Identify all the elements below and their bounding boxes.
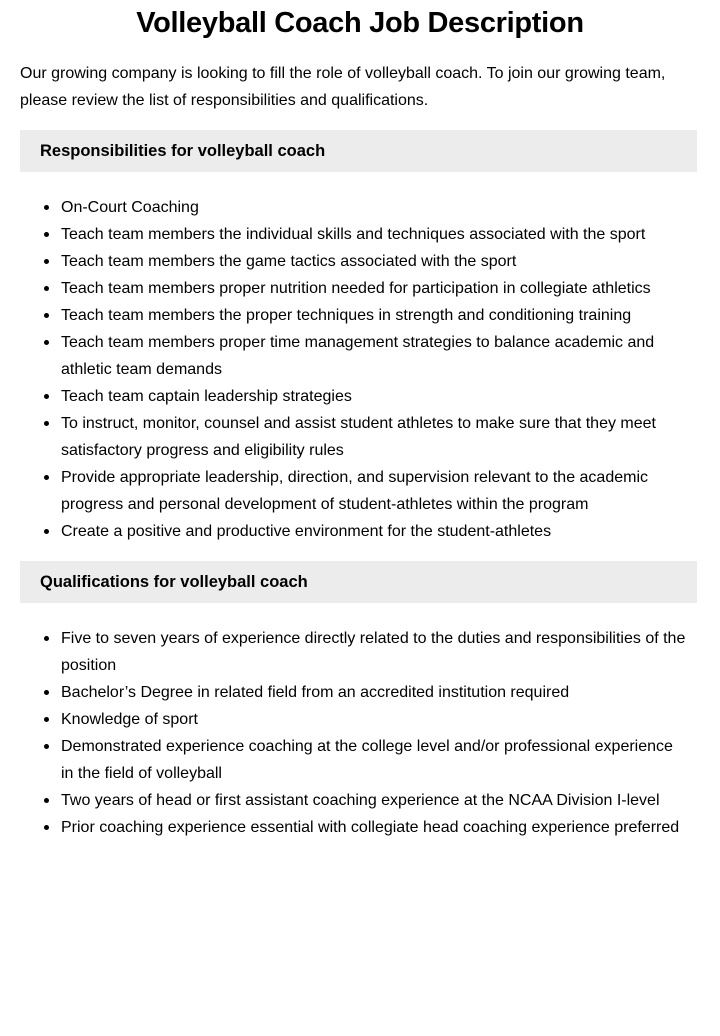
- section-heading-responsibilities: [20, 130, 697, 172]
- section-heading-text: Responsibilities for volleyball coach: [40, 142, 326, 160]
- list-item: Teach team members proper time management strategies to balance academic and athletic team demands: [20, 329, 686, 383]
- section-heading-qualifications: [20, 561, 697, 603]
- page-title: Volleyball Coach Job Description: [136, 7, 584, 39]
- list-item: Teach team members proper nutrition needed for participation in collegiate athletics: [20, 275, 686, 302]
- list-item: To instruct, monitor, counsel and assist student athletes to make sure that they meet satisfactory progress and eligibility rules: [20, 410, 686, 464]
- responsibilities-list: [20, 194, 686, 545]
- list-item: Create a positive and productive environment for the student-athletes: [20, 518, 686, 545]
- qualifications-list: [20, 625, 686, 841]
- list-item: Prior coaching experience essential with collegiate head coaching experience preferred: [20, 814, 686, 841]
- list-item: Demonstrated experience coaching at the college level and/or professional experience in the field of volleyball: [20, 733, 686, 787]
- list-item: Teach team captain leadership strategies: [20, 383, 686, 410]
- list-item: Teach team members the proper techniques in strength and conditioning training: [20, 302, 686, 329]
- list-item: Teach team members the game tactics associated with the sport: [20, 248, 686, 275]
- list-item: Bachelor’s Degree in related field from an accredited institution required: [20, 679, 686, 706]
- section-heading-text: Qualifications for volleyball coach: [40, 573, 308, 591]
- list-item: Teach team members the individual skills and techniques associated with the sport: [20, 221, 686, 248]
- job-description-page: [0, 6, 720, 1036]
- list-item: On-Court Coaching: [20, 194, 686, 221]
- list-item: Two years of head or first assistant coaching experience at the NCAA Division I-level: [20, 787, 686, 814]
- section-responsibilities: [0, 130, 720, 545]
- list-item: Knowledge of sport: [20, 706, 686, 733]
- intro-paragraph: Our growing company is looking to fill the role of volleyball coach. To join our growing team, please review the list of responsibilities and qualifications.: [20, 65, 666, 109]
- list-item: Five to seven years of experience directly related to the duties and responsibilities of the position: [20, 625, 686, 679]
- section-qualifications: [0, 561, 720, 841]
- list-item: Provide appropriate leadership, direction, and supervision relevant to the academic progress and personal development of student-athletes within the program: [20, 464, 686, 518]
